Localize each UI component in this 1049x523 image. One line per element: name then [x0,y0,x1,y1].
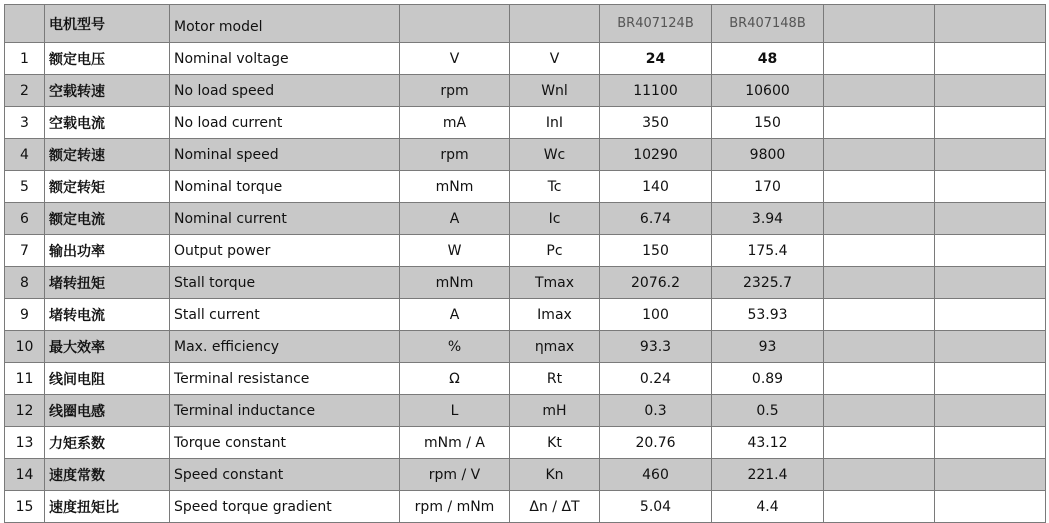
unit-cell: L [400,395,510,427]
model-1-value: 140 [600,171,712,203]
row-number: 6 [5,203,45,235]
row-number: 13 [5,427,45,459]
symbol-cell: Δn / ΔT [510,491,600,523]
empty-cell [824,235,935,267]
parameter-name-en: Nominal voltage [170,43,400,75]
spec-row [5,235,1046,267]
empty-cell [935,43,1046,75]
unit-header-cell [400,5,510,43]
symbol-cell: Imax [510,299,600,331]
model-2-value: 48 [712,43,824,75]
empty-cell [935,5,1046,43]
parameter-name-en: Max. efficiency [170,331,400,363]
parameter-name-zh: 额定电流 [45,203,170,235]
spec-row [5,331,1046,363]
parameter-name-en: No load current [170,107,400,139]
row-number: 3 [5,107,45,139]
empty-cell [935,299,1046,331]
model-2-value: 3.94 [712,203,824,235]
parameter-name-en: Speed constant [170,459,400,491]
parameter-name-zh: 堵转扭矩 [45,267,170,299]
model-1-value: 10290 [600,139,712,171]
empty-cell [824,427,935,459]
empty-cell [935,363,1046,395]
model-1-value: 11100 [600,75,712,107]
model-label-zh: 电机型号 [45,5,170,43]
parameter-name-en: Terminal inductance [170,395,400,427]
model-2-value: 2325.7 [712,267,824,299]
symbol-cell: Wc [510,139,600,171]
parameter-name-zh: 速度扭矩比 [45,491,170,523]
row-number-cell [5,5,45,43]
model-1-value: 2076.2 [600,267,712,299]
unit-cell: mNm [400,171,510,203]
parameter-name-zh: 力矩系数 [45,427,170,459]
empty-cell [824,43,935,75]
symbol-header-cell [510,5,600,43]
parameter-name-zh: 输出功率 [45,235,170,267]
unit-cell: mNm [400,267,510,299]
spec-row [5,171,1046,203]
parameter-name-en: Stall torque [170,267,400,299]
empty-cell [935,107,1046,139]
row-number: 9 [5,299,45,331]
parameter-name-zh: 空载电流 [45,107,170,139]
header-row [5,5,1046,43]
symbol-cell: InI [510,107,600,139]
parameter-name-en: Nominal current [170,203,400,235]
parameter-name-en: Nominal speed [170,139,400,171]
row-number: 2 [5,75,45,107]
model-2-value: 175.4 [712,235,824,267]
spec-row [5,75,1046,107]
parameter-name-zh: 线圈电感 [45,395,170,427]
row-number: 7 [5,235,45,267]
model-1-value: 150 [600,235,712,267]
empty-cell [935,427,1046,459]
empty-cell [824,299,935,331]
model-2-value: 10600 [712,75,824,107]
symbol-cell: Pc [510,235,600,267]
unit-cell: V [400,43,510,75]
model-1-value: 93.3 [600,331,712,363]
symbol-cell: mH [510,395,600,427]
model-2-value: 9800 [712,139,824,171]
empty-cell [824,5,935,43]
model-2-value: 4.4 [712,491,824,523]
empty-cell [935,331,1046,363]
parameter-name-zh: 最大效率 [45,331,170,363]
model-1-value: 350 [600,107,712,139]
spec-row [5,459,1046,491]
empty-cell [935,235,1046,267]
empty-cell [824,107,935,139]
empty-cell [935,139,1046,171]
spec-row [5,203,1046,235]
spec-row [5,43,1046,75]
parameter-name-en: Terminal resistance [170,363,400,395]
parameter-name-en: Output power [170,235,400,267]
symbol-cell: ηmax [510,331,600,363]
row-number: 14 [5,459,45,491]
row-number: 8 [5,267,45,299]
row-number: 11 [5,363,45,395]
model-2-value: 93 [712,331,824,363]
symbol-cell: Kn [510,459,600,491]
unit-cell: mNm / A [400,427,510,459]
symbol-cell: Tc [510,171,600,203]
unit-cell: % [400,331,510,363]
spec-row [5,427,1046,459]
parameter-name-zh: 空载转速 [45,75,170,107]
model-2-name: BR407148B [712,5,824,43]
empty-cell [824,331,935,363]
parameter-name-zh: 额定转速 [45,139,170,171]
model-2-value: 0.89 [712,363,824,395]
parameter-name-zh: 速度常数 [45,459,170,491]
model-1-value: 0.24 [600,363,712,395]
empty-cell [935,459,1046,491]
parameter-name-en: Torque constant [170,427,400,459]
parameter-name-zh: 额定转矩 [45,171,170,203]
symbol-cell: Wnl [510,75,600,107]
row-number: 15 [5,491,45,523]
unit-cell: W [400,235,510,267]
parameter-name-zh: 额定电压 [45,43,170,75]
model-1-value: 460 [600,459,712,491]
row-number: 1 [5,43,45,75]
model-1-value: 0.3 [600,395,712,427]
spec-row [5,363,1046,395]
empty-cell [824,75,935,107]
model-label-en: Motor model [170,5,400,43]
empty-cell [824,395,935,427]
model-2-value: 0.5 [712,395,824,427]
symbol-cell: V [510,43,600,75]
unit-cell: Ω [400,363,510,395]
empty-cell [824,139,935,171]
unit-cell: rpm [400,139,510,171]
model-1-value: 20.76 [600,427,712,459]
empty-cell [935,267,1046,299]
row-number: 4 [5,139,45,171]
spec-row [5,395,1046,427]
parameter-name-en: Speed torque gradient [170,491,400,523]
parameter-name-en: No load speed [170,75,400,107]
empty-cell [935,75,1046,107]
parameter-name-en: Nominal torque [170,171,400,203]
spec-table-body [5,5,1046,523]
model-2-value: 221.4 [712,459,824,491]
model-1-value: 5.04 [600,491,712,523]
symbol-cell: Kt [510,427,600,459]
model-2-value: 43.12 [712,427,824,459]
row-number: 10 [5,331,45,363]
parameter-name-zh: 线间电阻 [45,363,170,395]
unit-cell: rpm / V [400,459,510,491]
spec-row [5,299,1046,331]
empty-cell [824,267,935,299]
model-1-value: 100 [600,299,712,331]
symbol-cell: Tmax [510,267,600,299]
model-1-name: BR407124B [600,5,712,43]
empty-cell [824,459,935,491]
empty-cell [824,363,935,395]
unit-cell: A [400,203,510,235]
model-2-value: 170 [712,171,824,203]
symbol-cell: Rt [510,363,600,395]
model-1-value: 6.74 [600,203,712,235]
symbol-cell: Ic [510,203,600,235]
empty-cell [935,395,1046,427]
model-1-value: 24 [600,43,712,75]
model-2-value: 53.93 [712,299,824,331]
unit-cell: rpm [400,75,510,107]
empty-cell [935,203,1046,235]
motor-spec-table [4,4,1046,523]
unit-cell: A [400,299,510,331]
parameter-name-zh: 堵转电流 [45,299,170,331]
spec-row [5,139,1046,171]
row-number: 12 [5,395,45,427]
empty-cell [824,171,935,203]
spec-row [5,107,1046,139]
spec-row [5,267,1046,299]
unit-cell: mA [400,107,510,139]
row-number: 5 [5,171,45,203]
unit-cell: rpm / mNm [400,491,510,523]
empty-cell [935,171,1046,203]
parameter-name-en: Stall current [170,299,400,331]
empty-cell [824,203,935,235]
model-2-value: 150 [712,107,824,139]
